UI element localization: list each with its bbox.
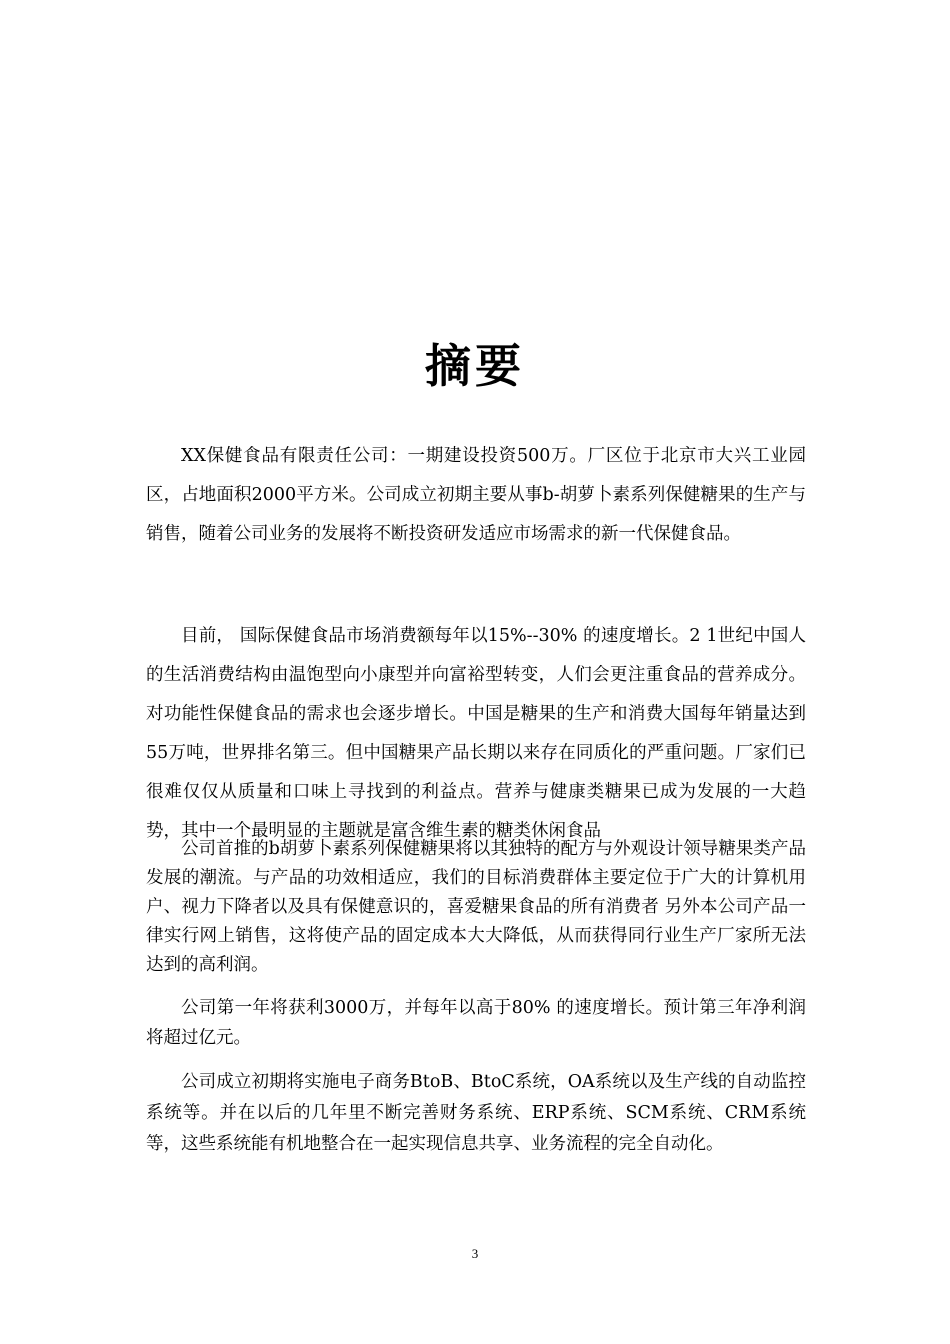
page-number: 3 <box>471 1246 479 1261</box>
paragraph-product-strategy: 公司首推的b胡萝卜素系列保健糖果将以其独特的配方与外观设计领导糖果类产品发展的潮流。与产品的功效相适应，我们的目标消费群体主要定位于广大的计算机用户、视力下降者以及具有保健意识的，喜爱糖果食品的所有消费者 另外本公司产品一律实行网上销售，这将使产品的固定成本大大降低，从而获得同行业生产厂家所无法达到的高利润。 <box>146 839 806 975</box>
paragraph-it-systems: 公司成立初期将实施电子商务BtoB、BtoC系统，OA系统以及生产线的自动监控系统等。并在以后的几年里不断完善财务系统、ERP系统、SCM系统、CRM系统等，这些系统能有机地整合在一起实现信息共享、业务流程的完全自动化。 <box>146 1072 806 1154</box>
paragraph-profit-forecast: 公司第一年将获利3000万，并每年以高于80% 的速度增长。预计第三年净利润将超过亿元。 <box>146 998 806 1048</box>
paragraph-market-background: 目前， 国际保健食品市场消费额每年以15%--30% 的速度增长。2 1世纪中国人的生活消费结构由温饱型向小康型并向富裕型转变，人们会更注重食品的营养成分。对功能性保健食品的需求也会逐步增长。中国是糖果的生产和消费大国每年销量达到55万吨，世界排名第三。但中国糖果产品长期以来存在同质化的严重问题。厂家们已很难仅仅从质量和口味上寻找到的利益点。营养与健康类糖果已成为发展的一大趋势，其中一个最明显的主题就是富含维生素的糖类休闲食品 <box>146 626 806 841</box>
paragraph-company-intro: XX保健食品有限责任公司：一期建设投资500万。厂区位于北京市大兴工业园区，占地面积2000平方米。公司成立初期主要从事b-胡萝卜素系列保健糖果的生产与销售，随着公司业务的发展将不断投资研发适应市场需求的新一代保健食品。 <box>146 446 806 544</box>
page-title: 摘要 <box>425 339 525 393</box>
